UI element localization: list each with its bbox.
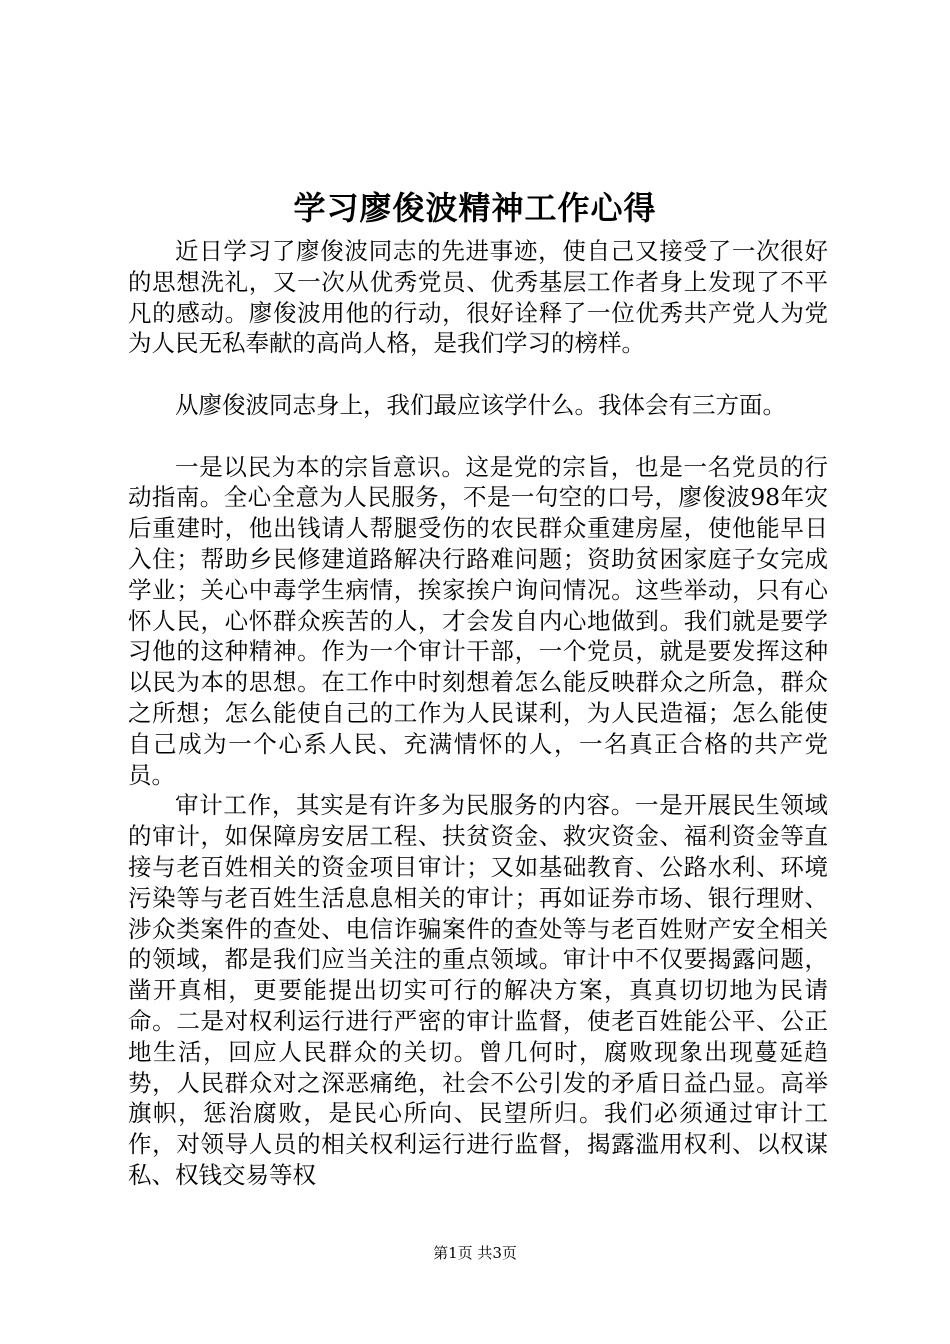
paragraph-audit-work: 审计工作，其实是有许多为民服务的内容。一是开展民生领域的审计，如保障房安居工程、扶贫资金、救灾资金、福利资金等直接与老百姓相关的资金项目审计；又如基础教育、公路水利、环境污染等与老百姓生活息息相关的审计；再如证券市场、银行理财、涉众类案件的查处、电信诈骗案件的查处等与老百姓财产安全相关的领域，都是我们应当关注的重点领域。审计中不仅要揭露问题，凿开真相，更要能提出切实可行的解决方案，真真切切地为民请命。二是对权利运行进行严密的审计监督，使老百姓能公平、公正地生活，回应人民群众的关切。曾几何时，腐败现象出现蔓延趋势，人民群众对之深恶痛绝，社会不公引发的矛盾日益凸显。高举旗帜，惩治腐败，是民心所向、民望所归。我们必须通过审计工作，对领导人员的相关权利运行进行监督，揭露滥用权利、以权谋私、权钱交易等权 bbox=[128, 791, 828, 1189]
paragraph-intro: 近日学习了廖俊波同志的先进事迹，使自己又接受了一次很好的思想洗礼，又一次从优秀党员、优秀基层工作者身上发现了不平凡的感动。廖俊波用他的行动，很好诠释了一位优秀共产党人为党为人民无私奉献的高尚人格，是我们学习的榜样。 bbox=[128, 237, 828, 358]
page-footer: 第1页 共3页 bbox=[433, 1244, 517, 1262]
document-body bbox=[128, 236, 828, 1191]
paragraph-question: 从廖俊波同志身上，我们最应该学什么。我体会有三方面。 bbox=[175, 390, 786, 419]
paragraph-point-one: 一是以民为本的宗旨意识。这是党的宗旨，也是一名党员的行动指南。全心全意为人民服务，不是一句空的口号，廖俊波98年灾后重建时，他出钱请人帮腿受伤的农民群众重建房屋，使他能早日入住；帮助乡民修建道路解决行路难问题；资助贫困家庭子女完成学业；关心中毒学生病情，挨家挨户询问情况。这些举动，只有心怀人民，心怀群众疾苦的人，才会发自内心地做到。我们就是要学习他的这种精神。作为一个审计干部，一个党员，就是要发挥这种以民为本的思想。在工作中时刻想着怎么能反映群众之所急，群众之所想；怎么能使自己的工作为人民谋利，为人民造福；怎么能使自己成为一个心系人民、充满情怀的人，一名真正合格的共产党员。 bbox=[128, 452, 828, 789]
document-title: 学习廖俊波精神工作心得 bbox=[293, 189, 657, 227]
